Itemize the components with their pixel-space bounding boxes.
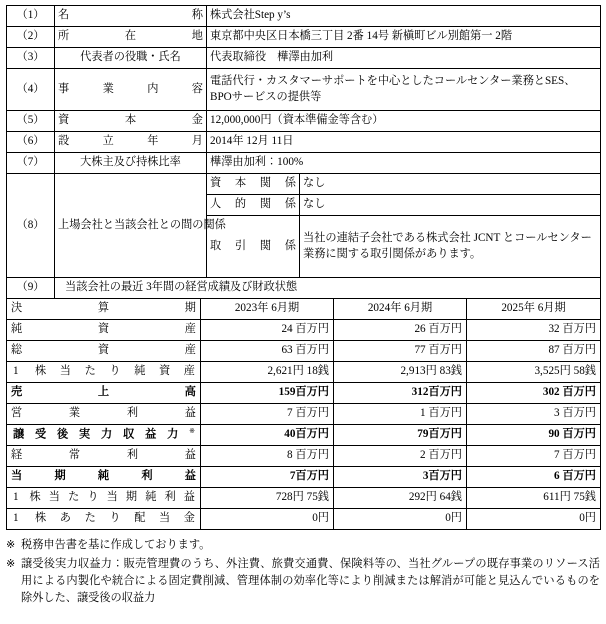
metric-value: 0円 <box>201 508 334 529</box>
table-row <box>7 487 601 508</box>
footnote-item <box>6 556 600 607</box>
table-row <box>7 508 601 529</box>
row-index: （4） <box>7 69 55 111</box>
relation-value: なし <box>300 174 601 195</box>
row-index: （1） <box>7 6 55 27</box>
metric-label: 1 株当たり純資産 <box>7 361 201 382</box>
row-index: （2） <box>7 27 55 48</box>
footnote-text: 譲受後実力収益力：販売管理費のうち、外注費、旅費交通費、保険料等の、当社グループの既存事業のリソース活用による内製化や統合による固定費削減、管理体制の効率化等により削減または解消が可能と見込んでいるものを除外した、譲受後の収益力 <box>21 557 600 604</box>
footnote-marker-icon: ※ <box>189 427 195 436</box>
table-row <box>7 111 601 132</box>
row-index: （9） <box>7 278 55 299</box>
company-overview-table <box>6 5 601 299</box>
metric-value: 2,621円 18銭 <box>201 361 334 382</box>
row-value: 2014年 12月 11日 <box>207 132 601 153</box>
metric-label: 1 株あたり配当金 <box>7 508 201 529</box>
relation-key: 取引関係 <box>207 216 300 278</box>
relation-key: 資本関係 <box>207 174 300 195</box>
metric-label: 総資産 <box>7 340 201 361</box>
metric-label: 売上高 <box>7 382 201 403</box>
row-label: 大株主及び持株比率 <box>55 153 207 174</box>
table-row <box>7 466 601 487</box>
row-index: （5） <box>7 111 55 132</box>
table-row <box>7 48 601 69</box>
metric-value: 611円 75銭 <box>467 487 601 508</box>
footnote-marker-icon: ※ <box>6 538 16 551</box>
row-index: （3） <box>7 48 55 69</box>
table-header-row <box>7 298 601 319</box>
column-header-fy2025: 2025年 6月期 <box>467 298 601 319</box>
metric-label <box>7 424 201 445</box>
row-label: 事業内容 <box>55 69 207 111</box>
footnotes <box>6 537 600 607</box>
metric-value: 8 百万円 <box>201 445 334 466</box>
table-row <box>7 69 601 111</box>
metric-value: 7百万円 <box>201 466 334 487</box>
relation-key: 人的関係 <box>207 195 300 216</box>
row-label: 代表者の役職・氏名 <box>55 48 207 69</box>
row-value: 樺澤由加利：100% <box>207 153 601 174</box>
metric-value: 6 百万円 <box>467 466 601 487</box>
metric-value: 728円 75銭 <box>201 487 334 508</box>
table-row <box>7 6 601 27</box>
table-row <box>7 382 601 403</box>
metric-label: 当期純利益 <box>7 466 201 487</box>
table-row <box>7 27 601 48</box>
column-header-fy2024: 2024年 6月期 <box>334 298 467 319</box>
footnote-text: 税務申告書を基に作成しております。 <box>21 538 211 551</box>
metric-value: 0円 <box>334 508 467 529</box>
metric-value: 302 百万円 <box>467 382 601 403</box>
row-index: （8） <box>7 174 55 278</box>
table-row <box>7 403 601 424</box>
metric-value: 32 百万円 <box>467 319 601 340</box>
table-row <box>7 319 601 340</box>
metric-label: 純資産 <box>7 319 201 340</box>
performance-heading: 当該会社の最近 3年間の経営成績及び財政状態 <box>55 278 601 299</box>
metric-value: 2 百万円 <box>334 445 467 466</box>
metric-value: 79百万円 <box>334 424 467 445</box>
table-row <box>7 424 601 445</box>
row-value: 代表取締役 樺澤由加利 <box>207 48 601 69</box>
relation-value: 当社の連結子会社である株式会社 JCNT とコールセンター業務に関する取引関係があります。 <box>300 216 601 278</box>
metric-label-text: 譲受後実力収益力 <box>13 429 190 442</box>
row-label: 名称 <box>55 6 207 27</box>
metric-value: 159百万円 <box>201 382 334 403</box>
column-header-period: 決算期 <box>7 298 201 319</box>
metric-label: 1 株当たり当期純利益 <box>7 487 201 508</box>
metric-value: 7 百万円 <box>467 445 601 466</box>
metric-value: 3,525円 58銭 <box>467 361 601 382</box>
row-value: 電話代行・カスタマーサポートを中心としたコールセンター業務とSES、BPOサービスの提供等 <box>207 69 601 111</box>
footnote-marker-icon: ※ <box>6 557 16 570</box>
financial-performance-table <box>6 298 601 530</box>
table-row <box>7 361 601 382</box>
metric-value: 0円 <box>467 508 601 529</box>
metric-label: 営業利益 <box>7 403 201 424</box>
metric-value: 2,913円 83銭 <box>334 361 467 382</box>
metric-value: 7 百万円 <box>201 403 334 424</box>
metric-value: 1 百万円 <box>334 403 467 424</box>
table-row <box>7 278 601 299</box>
table-row <box>7 445 601 466</box>
metric-value: 24 百万円 <box>201 319 334 340</box>
row-label: 設立年月 <box>55 132 207 153</box>
row-label <box>55 174 226 278</box>
footnote-item <box>6 537 600 554</box>
row-index: （7） <box>7 153 55 174</box>
relations-label-text: 上場会社と当該会社との間の関係 <box>58 219 226 232</box>
metric-value: 26 百万円 <box>334 319 467 340</box>
metric-value: 90 百万円 <box>467 424 601 445</box>
row-label: 資本金 <box>55 111 207 132</box>
table-row <box>7 153 601 174</box>
metric-value: 312百万円 <box>334 382 467 403</box>
row-index: （6） <box>7 132 55 153</box>
metric-value: 87 百万円 <box>467 340 601 361</box>
table-row <box>7 174 601 195</box>
metric-label: 経常利益 <box>7 445 201 466</box>
metric-value: 77 百万円 <box>334 340 467 361</box>
row-value: 株式会社Step y’s <box>207 6 601 27</box>
metric-value: 292円 64銭 <box>334 487 467 508</box>
table-row <box>7 132 601 153</box>
relation-value: なし <box>300 195 601 216</box>
metric-value: 40百万円 <box>201 424 334 445</box>
metric-value: 3百万円 <box>334 466 467 487</box>
table-row <box>7 340 601 361</box>
column-header-fy2023: 2023年 6月期 <box>201 298 334 319</box>
row-value: 12,000,000円（資本準備金等含む） <box>207 111 601 132</box>
metric-value: 63 百万円 <box>201 340 334 361</box>
row-value: 東京都中央区日本橋三丁目 2番 14号 新槇町ビル別館第一 2階 <box>207 27 601 48</box>
row-label: 所在地 <box>55 27 207 48</box>
metric-value: 3 百万円 <box>467 403 601 424</box>
